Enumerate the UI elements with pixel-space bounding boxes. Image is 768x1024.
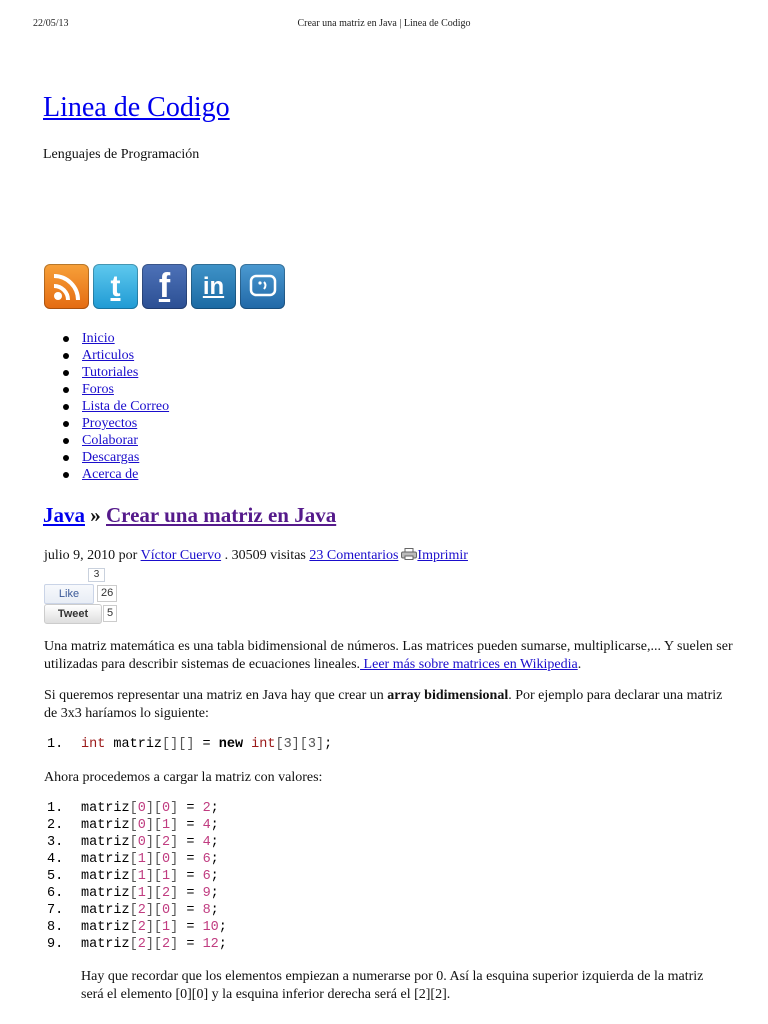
nav-link[interactable]: Acerca de [82,467,139,482]
line-number: 2. [47,818,64,833]
code-block-assignments [47,800,227,953]
twitter-icon[interactable]: t [93,264,138,309]
printer-icon [401,548,417,560]
code-end: ; [210,801,219,816]
code-bracket: ][ [145,920,163,935]
tweet-button[interactable]: Tweet [44,604,102,624]
line-number: 5. [47,869,64,884]
code-value: 4 [202,818,211,833]
code-end: ; [218,937,227,952]
code-index-j: 2 [162,886,171,901]
post-title-link[interactable]: Crear una matriz en Java [106,503,337,527]
nav-link[interactable]: Foros [82,382,114,397]
code-index-i: 2 [137,937,146,952]
code-index-j: 0 [162,903,171,918]
nav-link[interactable]: Proyectos [82,416,138,431]
code-eq: = [178,886,203,901]
post-meta [44,548,468,564]
facebook-share-count: 3 [88,568,105,582]
code-line [47,834,227,851]
code-type: int [81,737,106,752]
code-value: 6 [202,869,211,884]
wikipedia-link[interactable]: Leer más sobre matrices en Wikipedia [360,656,578,672]
code-index-i: 1 [137,886,146,901]
code-end: ; [210,852,219,867]
line-number: 1. [47,801,64,816]
intro-end: . [577,656,582,672]
code-value: 8 [202,903,211,918]
code-bracket: ] [170,852,179,867]
code-bracket: ] [170,818,179,833]
nav-item-inicio [63,330,169,347]
array-text-a: Si queremos representar una matriz en Java hay que crear un [44,688,388,703]
code-eq: = [178,920,203,935]
paragraph-load: Ahora procedemos a cargar la matriz con valores: [44,770,323,785]
code-block-declaration [47,736,332,753]
code-var: matriz [81,937,130,952]
code-index-i: 2 [137,903,146,918]
code-index-j: 0 [162,801,171,816]
code-end: ; [218,920,227,935]
code-index-i: 1 [137,869,146,884]
site-title-link[interactable]: Linea de Codigo [43,92,230,123]
code-index-i: 0 [137,818,146,833]
code-bracket: [ [129,852,138,867]
code-line [47,851,227,868]
code-eq: = [178,818,203,833]
nav-link[interactable]: Colaborar [82,433,138,448]
code-index-j: 0 [162,852,171,867]
code-line [47,936,227,953]
line-number: 4. [47,852,64,867]
nav-link[interactable]: Inicio [82,331,115,346]
nav-link[interactable]: Articulos [82,348,135,363]
code-line [47,919,227,936]
social-icons [44,264,285,309]
view-count: . 30509 visitas [224,548,306,563]
code-bracket: [ [129,937,138,952]
code-index-i: 0 [137,835,146,850]
chat-icon[interactable] [240,264,285,309]
code-eq: = [178,835,203,850]
code-type2: int [243,737,276,752]
code-end: ; [210,869,219,884]
code-eq: = [194,737,219,752]
code-bracket: ][ [145,852,163,867]
array-bold: array bidimensional [387,688,509,703]
code-eq: = [178,801,203,816]
nav-item-tutoriales [63,364,169,381]
code-bracket: ] [170,937,179,952]
code-var: matriz [81,920,130,935]
code-var: matriz [105,737,163,752]
code-line [47,800,227,817]
code-bracket: ] [170,886,179,901]
code-var: matriz [81,801,130,816]
print-header-title: Crear una matriz en Java | Linea de Codigo [297,18,471,29]
line-number: 7. [47,903,64,918]
rss-icon[interactable] [44,264,89,309]
nav-item-lista-de-correo [63,398,169,415]
code-line [47,868,227,885]
code-index-i: 2 [137,920,146,935]
code-eq: = [178,903,203,918]
code-eq: = [178,852,203,867]
nav-item-colaborar [63,432,169,449]
site-tagline: Lenguajes de Programación [43,147,200,162]
code-bracket: ][ [145,886,163,901]
site-title [43,92,230,124]
code-end: ; [210,835,219,850]
category-link[interactable]: Java [43,503,85,527]
linkedin-icon[interactable]: in [191,264,236,309]
code-bracket: ][ [145,801,163,816]
comments-link[interactable]: 23 Comentarios [309,548,399,563]
nav-item-proyectos [63,415,169,432]
code-var: matriz [81,818,130,833]
code-bracket: [ [129,869,138,884]
post-title [43,503,336,528]
intro-text: Una matriz matemática es una tabla bidimensional de números. Las matrices pueden sumarse, multiplicarse,... Y suelen ser utilizadas para describir sistemas de ecuaciones lineales. [44,639,733,672]
code-bracket: ] [170,801,179,816]
code-value: 2 [202,801,211,816]
tweet-count: 5 [103,605,117,622]
code-eq: = [178,937,203,952]
nav-link[interactable]: Lista de Correo [82,399,170,414]
paragraph-array [44,687,734,722]
breadcrumb-separator: » [90,503,101,527]
nav-item-acerca-de [63,466,169,483]
code-var: matriz [81,835,130,850]
code-bracket: ][ [145,937,163,952]
code-var: matriz [81,852,130,867]
line-number: 3. [47,835,64,850]
code-end: ; [210,818,219,833]
code-bracket: ][ [145,869,163,884]
code-end: ; [324,737,333,752]
code-var: matriz [81,903,130,918]
paragraph-note: Hay que recordar que los elementos empiezan a numerarse por 0. Así la esquina superior izquierda de la matriz será el elemento [0][0] y la esquina inferior derecha será el [2][2]. [81,969,704,1002]
nav-link[interactable]: Descargas [82,450,140,465]
paragraph-intro [44,638,734,673]
main-nav [63,330,169,483]
code-end: ; [210,903,219,918]
code-bracket: ] [170,869,179,884]
print-header-date: 22/05/13 [33,18,69,29]
code-index-j: 1 [162,818,171,833]
code-bracket: ][ [145,818,163,833]
code-line [47,902,227,919]
code-bracket: [ [129,818,138,833]
rss-glyph [52,272,82,302]
facebook-like-button[interactable]: Like [44,584,94,604]
nav-item-foros [63,381,169,398]
code-bracket: ] [170,835,179,850]
code-index-j: 1 [162,920,171,935]
code-var: matriz [81,869,130,884]
code-value: 10 [202,920,219,935]
code-index-i: 1 [137,852,146,867]
code-bracket: ] [170,903,179,918]
code-line [47,736,332,753]
code-bracket: [ [129,886,138,901]
code-value: 12 [202,937,219,952]
code-index-j: 1 [162,869,171,884]
code-brackets: [][] [162,737,195,752]
code-bracket: ] [170,920,179,935]
code-bracket: [ [129,835,138,850]
nav-link[interactable]: Tutoriales [82,365,139,380]
code-var: matriz [81,886,130,901]
facebook-icon[interactable]: f [142,264,187,309]
chat-glyph [248,272,278,302]
code-value: 4 [202,835,211,850]
code-dims: [3][3] [275,737,325,752]
nav-item-articulos [63,347,169,364]
line-number: 9. [47,937,64,952]
code-index-j: 2 [162,835,171,850]
code-bracket: [ [129,801,138,816]
nav-item-descargas [63,449,169,466]
print-link[interactable]: Imprimir [417,548,468,563]
post-date: julio 9, 2010 por [44,548,138,563]
code-value: 9 [202,886,211,901]
code-index-j: 2 [162,937,171,952]
code-keyword: new [218,737,244,752]
code-value: 6 [202,852,211,867]
code-bracket: ][ [145,835,163,850]
code-end: ; [210,886,219,901]
line-number: 8. [47,920,64,935]
author-link[interactable]: Víctor Cuervo [140,548,222,563]
like-count: 26 [97,585,117,602]
code-index-i: 0 [137,801,146,816]
code-bracket: [ [129,920,138,935]
array-text-b: . Por ejemplo para declarar una matriz de 3x3 haríamos lo siguiente: [44,688,723,721]
code-line [47,817,227,834]
code-line [47,885,227,902]
code-bracket: ][ [145,903,163,918]
code-bracket: [ [129,903,138,918]
line-number: 6. [47,886,64,901]
code-eq: = [178,869,203,884]
line-number: 1. [47,737,64,752]
